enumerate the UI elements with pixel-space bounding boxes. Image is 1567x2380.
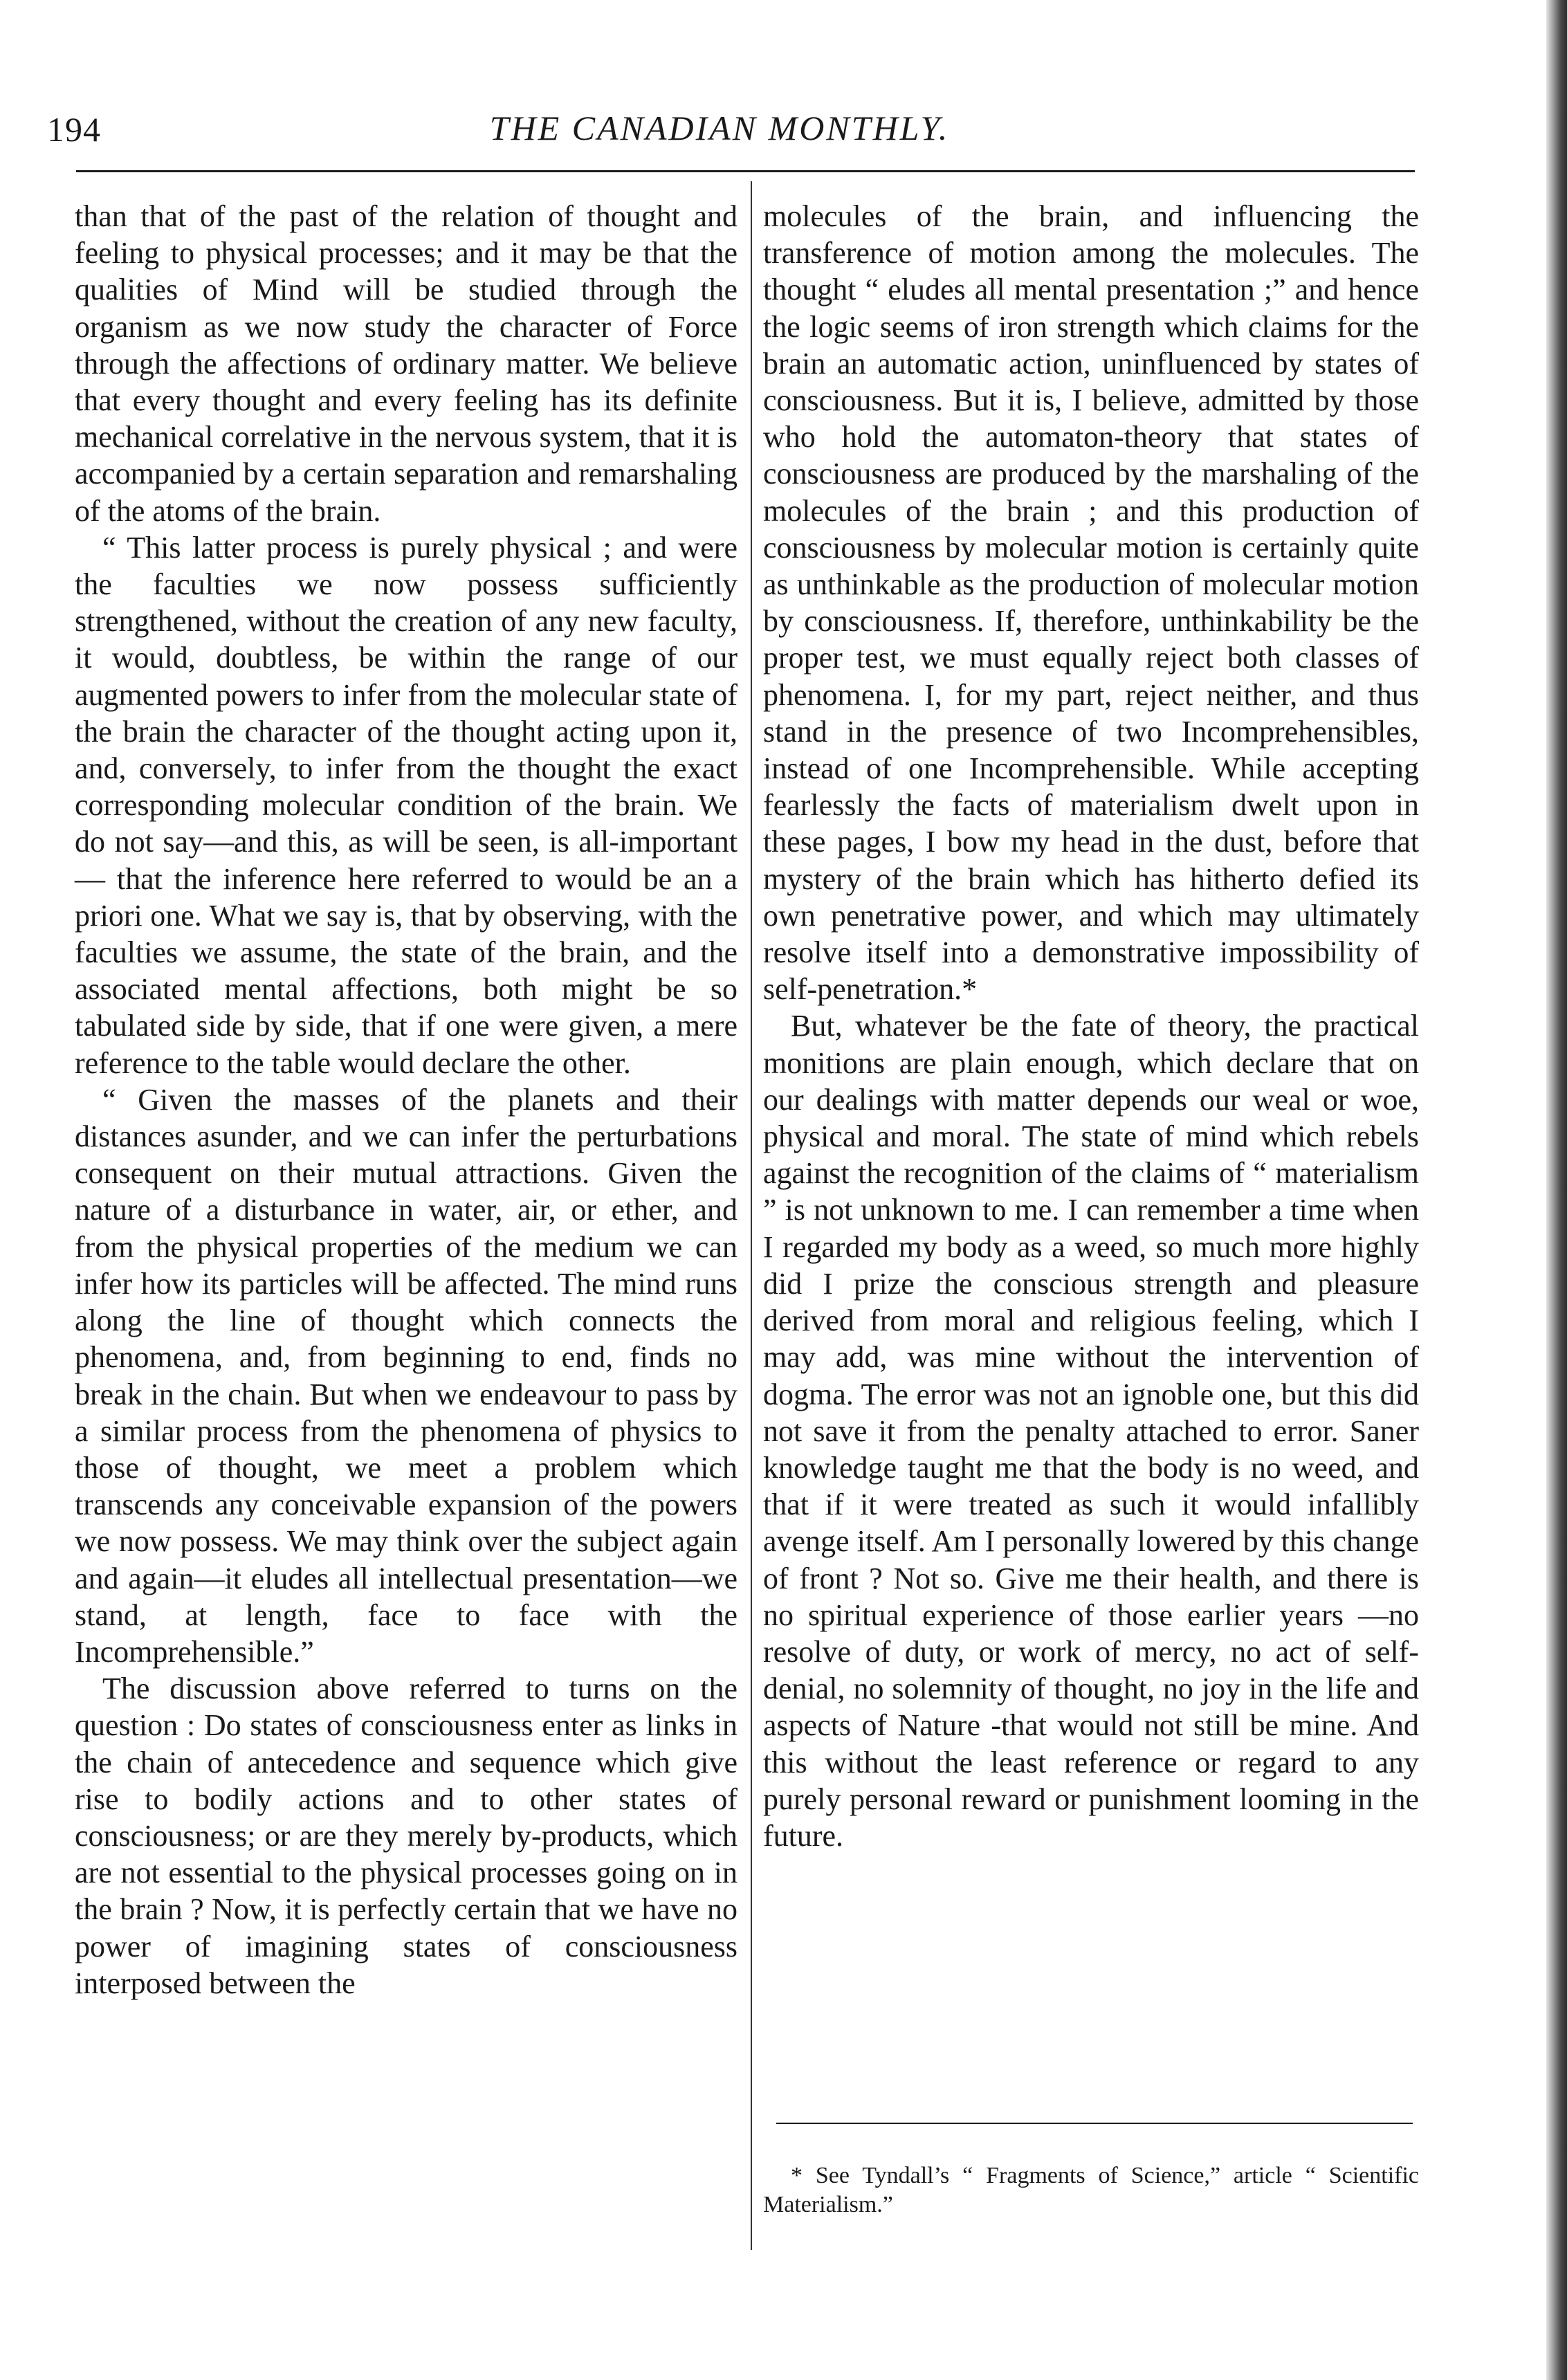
left-paragraph-4: The discussion above referred to turns on the question : Do states of consciousness enter as links in the chain of antecedence and sequence which give rise to bodily actions and to other states of consciousness; or are they merely by-products, which are not essential to the physical processes going on in the brain ? Now, it is perfectly certain that we have no power of imagining states of consciousness interposed between the xyxy=(75,1672,737,2000)
left-paragraph-2: “ This latter process is purely physical ; and were the faculties we now possess sufficiently strengthened, without the creation of any new faculty, it would, doubtless, be within the range of our augmented powers to infer from the molecular state of the brain the character of the thought acting upon it, and, conversely, to infer from the thought the exact corresponding molecular condition of the brain. We do not say—and this, as will be seen, is all-important — that the inference here referred to would be an a priori one. What we say is, that by observing, with the faculties we assume, the state of the brain, and the associated mental affections, both might be so tabulated side by side, that if one were given, a mere reference to the table would declare the other. xyxy=(75,530,737,1080)
header-rule xyxy=(76,170,1415,172)
left-paragraph-1: than that of the past of the relation of thought and feeling to physical processes; and it may be that the qualities of Mind will be studied through the organism as we now study the character of Force through the affections of ordinary matter. We believe that every thought and every feeling has its definite mechanical correlative in the nervous system, that it is accompanied by a certain separation and remarshaling of the atoms of the brain. xyxy=(75,199,737,528)
footnote-rule xyxy=(776,2123,1413,2124)
right-paragraph-1: molecules of the brain, and influencing the transference of motion among the molecules. The thought “ eludes all mental presentation ;” and hence the logic seems of iron strength which claims for the brain an automatic action, uninfluenced by states of consciousness. But it is, I believe, admitted by those who hold the automaton-theory that states of consciousness are produced by the marshaling of the molecules of the brain ; and this production of consciousness by molecular motion is certainly quite as unthinkable as the production of molecular motion by consciousness. If, therefore, unthinkability be the proper test, we must equally reject both classes of phenomena. I, for my part, reject neither, and thus stand in the presence of two Incomprehensibles, instead of one Incomprehensible. While accepting fearlessly the facts of materialism dwelt upon in these pages, I bow my head in the dust, before that mystery of the brain which has hitherto defied its own penetrative power, and which may ultimately resolve itself into a demonstrative impossibility of self-penetration.* xyxy=(763,199,1419,1007)
footnote: * See Tyndall’s “ Fragments of Science,” article “ Scientific Materialism.” xyxy=(763,2163,1419,2217)
column-divider xyxy=(751,181,752,2250)
page-header xyxy=(28,102,1411,165)
page-number: 194 xyxy=(47,110,101,149)
left-paragraph-3: “ Given the masses of the planets and their distances asunder, and we can infer the perturbations consequent on their mutual attractions. Given the nature of a disturbance in water, air, or ether, and from the physical properties of the medium we can infer how its particles will be affected. The mind runs along the line of thought which connects the phenomena, and, from beginning to end, finds no break in the chain. But when we endeavour to pass by a similar process from the phenomena of physics to those of thought, we meet a problem which transcends any conceivable expansion of the powers we now possess. We may think over the subject again and again—it eludes all intellectual presentation—we stand, at length, face to face with the Incomprehensible.” xyxy=(75,1082,737,1669)
left-column xyxy=(75,198,737,2002)
right-column xyxy=(763,198,1419,1854)
right-paragraph-2: But, whatever be the fate of theory, the practical monitions are plain enough, which declare that on our dealings with matter depends our weal or woe, physical and moral. The state of mind which rebels against the recognition of the claims of “ materialism ” is not unknown to me. I can remember a time when I regarded my body as a weed, so much more highly did I prize the conscious strength and pleasure derived from moral and religious feeling, which I may add, was mine without the intervention of dogma. The error was not an ignoble one, but this did not save it from the penalty attached to error. Saner knowledge taught me that the body is no weed, and that if it were treated as such it would infallibly avenge itself. Am I personally lowered by this change of front ? Not so. Give me their health, and there is no spiritual experience of those earlier years —no resolve of duty, or work of mercy, no act of self-denial, no solemnity of thought, no joy in the life and aspects of Nature -that would not still be mine. And this without the least reference or regard to any purely personal reward or punishment looming in the future. xyxy=(763,1009,1419,1853)
running-title: THE CANADIAN MONTHLY. xyxy=(489,109,950,147)
scan-edge-shadow xyxy=(1546,0,1567,2380)
